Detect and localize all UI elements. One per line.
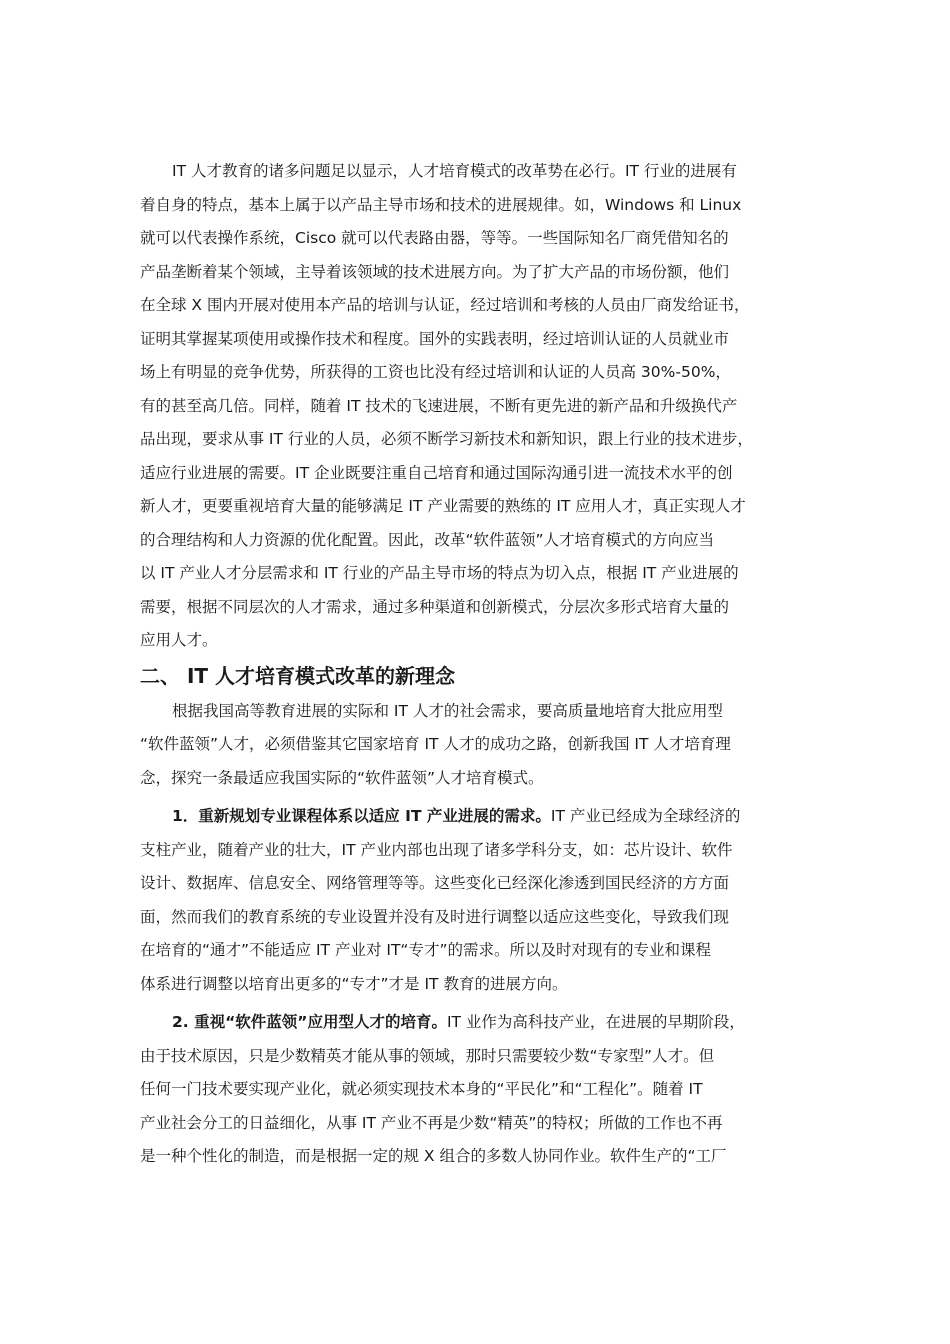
paragraph-item-2	[140, 1006, 792, 1174]
text-line: 着自身的特点，基本上属于以产品主导市场和技术的进展规律。如，Windows 和 Linux	[140, 195, 742, 214]
text-line: 适应行业进展的需要。IT 企业既要注重自己培育和通过国际沟通引进一流技术水平的创	[140, 463, 733, 482]
text-line: 需要，根据不同层次的人才需求，通过多种渠道和创新模式，分层次多形式培育大量的	[140, 597, 730, 616]
item-1-title: 1．重新规划专业课程体系以适应 IT 产业进展的需求。	[172, 807, 551, 825]
text-line: 品出现，要求从事 IT 行业的人员，必须不断学习新技术和新知识，跟上行业的技术进步，	[140, 430, 753, 448]
text-line: 设计、数据库、信息安全、网络管理等等。这些变化已经深化渗透到国民经济的方方面	[140, 874, 730, 892]
text-line: 支柱产业，随着产业的壮大，IT 产业内部也出现了诸多学科分支，如：芯片设计、软件	[140, 840, 733, 859]
text-line: 场上有明显的竞争优势，所获得的工资也比没有经过培训和认证的人员高 30%-50%，	[140, 363, 731, 381]
document-body	[140, 155, 792, 1174]
paragraph-it-talent-problems	[140, 155, 792, 658]
item-1-text: IT 产业已经成为全球经济的	[550, 807, 741, 825]
text-line: 是一种个性化的制造，而是根据一定的规 X 组合的多数人协同作业。软件生产的“工厂	[140, 1147, 727, 1165]
text-line: 产业社会分工的日益细化，从事 IT 产业不再是少数“精英”的特权；所做的工作也不再	[140, 1113, 723, 1132]
text-line: 证明其掌握某项使用或操作技术和程度。国外的实践表明，经过培训认证的人员就业市	[140, 329, 730, 348]
text-line: 应用人才。	[140, 631, 218, 649]
text-line: 以 IT 产业人才分层需求和 IT 行业的产品主导市场的特点为切入点，根据 IT 产业进展的	[140, 564, 739, 582]
text-line: 新人才，更要重视培育大量的能够满足 IT 产业需要的熟练的 IT 应用人才，真正实现人才	[140, 497, 746, 515]
text-line: 根据我国高等教育进展的实际和 IT 人才的社会需求，要高质量地培育大批应用型	[172, 701, 723, 720]
section-heading: 二、 IT 人才培育模式改革的新理念	[140, 663, 456, 688]
item-2-title: 2. 重视“软件蓝领”应用型人才的培育。	[172, 1013, 447, 1031]
paragraph-new-concept	[140, 695, 792, 796]
text-line: 念，探究一条最适应我国实际的“软件蓝领”人才培育模式。	[140, 768, 544, 787]
item-2-text: IT 业作为高科技产业，在进展的早期阶段，	[446, 1013, 745, 1031]
text-line: 任何一门技术要实现产业化，就必须实现技术本身的“平民化”和“工程化”。随着 IT	[140, 1080, 703, 1098]
text-line: 面，然而我们的教育系统的专业设置并没有及时进行调整以适应这些变化，导致我们现	[140, 907, 730, 926]
text-line: 产品垄断着某个领域，主导着该领域的技术进展方向。为了扩大产品的市场份额，他们	[140, 262, 730, 281]
text-line	[140, 1006, 792, 1040]
text-line: 在培育的“通才”不能适应 IT 产业对 IT“专才”的需求。所以及时对现有的专业和课程	[140, 941, 711, 959]
text-line	[140, 800, 792, 834]
text-line: “软件蓝领”人才，必须借鉴其它国家培育 IT 人才的成功之路，创新我国 IT 人才培育理	[140, 735, 731, 753]
text-line: 体系进行调整以培育出更多的“专才”才是 IT 教育的进展方向。	[140, 974, 568, 993]
paragraph-item-1	[140, 800, 792, 1001]
text-line: 的合理结构和人力资源的优化配置。因此，改革“软件蓝领”人才培育模式的方向应当	[140, 530, 715, 549]
text-line: IT 人才教育的诸多问题足以显示，人才培育模式的改革势在必行。IT 行业的进展有	[172, 162, 737, 180]
text-line: 就可以代表操作系统，Cisco 就可以代表路由器，等等。一些国际知名厂商凭借知名的	[140, 229, 729, 247]
text-line: 由于技术原因，只是少数精英才能从事的领域，那时只需要较少数“专家型”人才。但	[140, 1046, 715, 1065]
text-line: 有的甚至高几倍。同样，随着 IT 技术的飞速进展，不断有更先进的新产品和升级换代产	[140, 396, 738, 415]
text-line: 在全球 X 围内开展对使用本产品的培训与认证，经过培训和考核的人员由厂商发给证书，	[140, 296, 750, 314]
